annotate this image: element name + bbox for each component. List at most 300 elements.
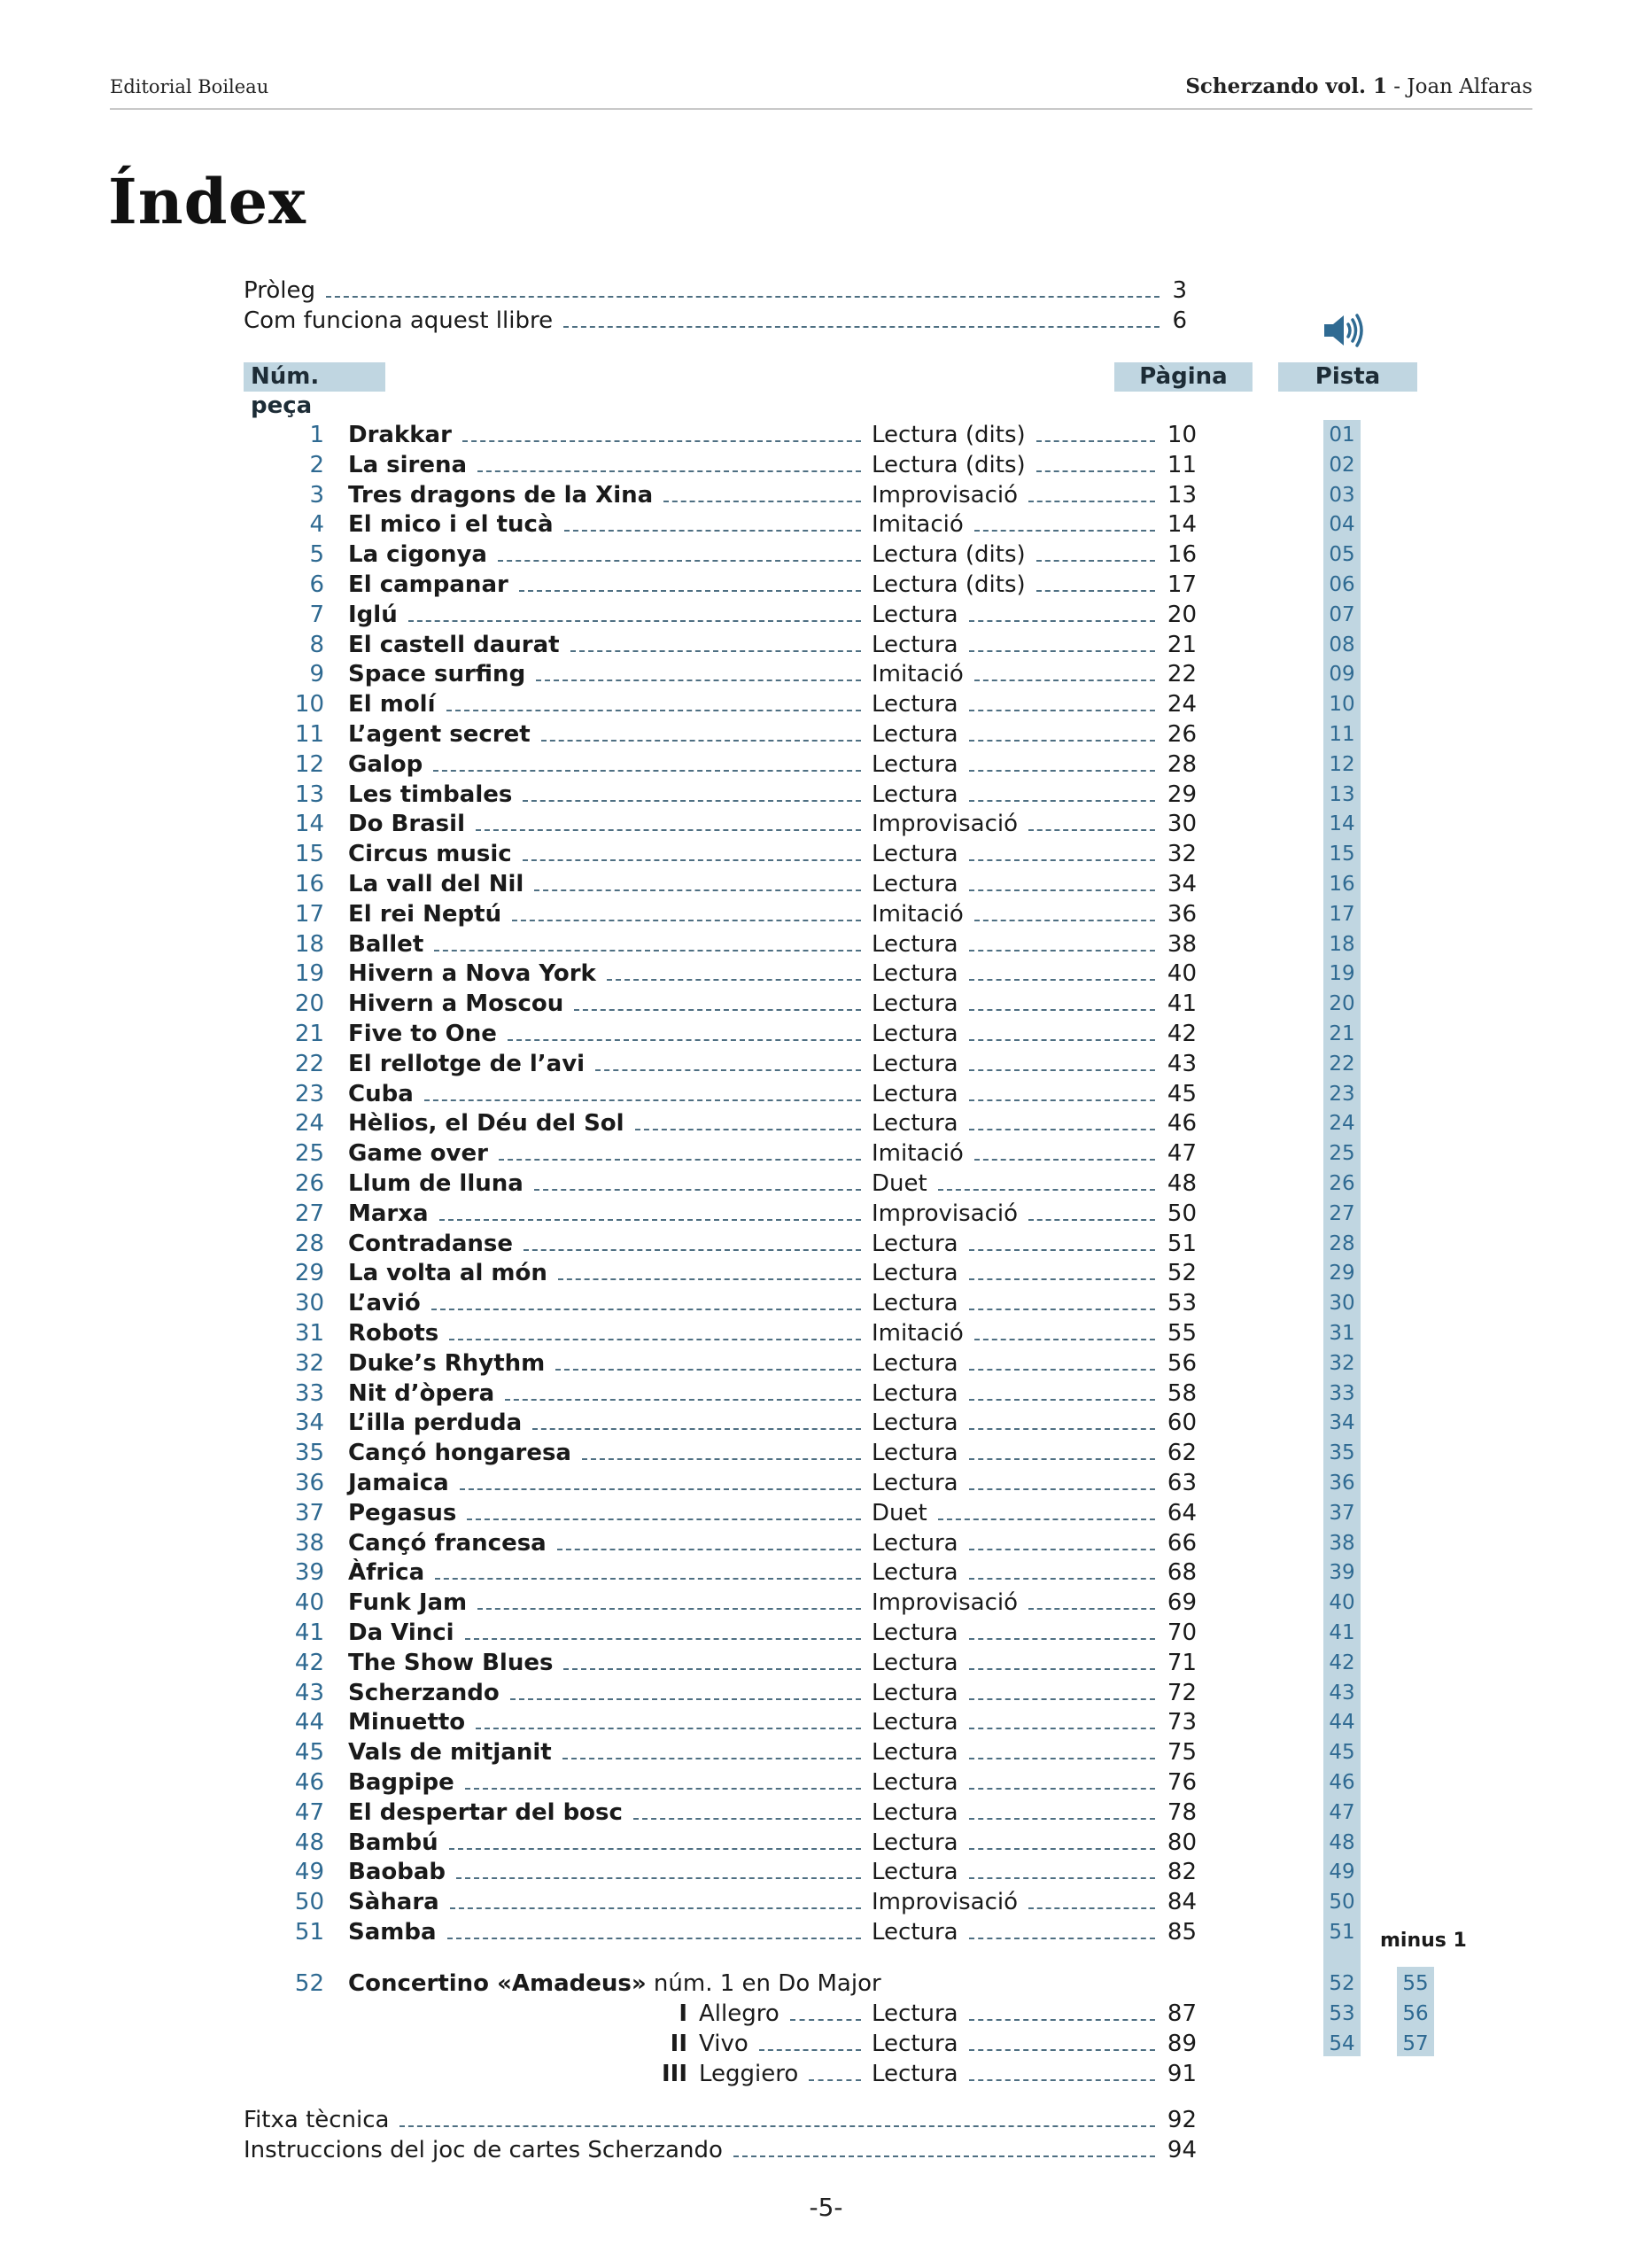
leader-dots [969,1828,1155,1858]
piece-type: Lectura [872,632,958,658]
leader-dots [570,630,861,660]
leader-dots [607,959,861,989]
piece-type: Lectura [872,602,958,628]
leader-dots [477,450,861,480]
piece-type: Lectura [872,1350,958,1377]
piece-type: Improvisació [872,482,1019,509]
piece-page: 60 [1167,1410,1197,1436]
leader-dots [558,1258,861,1288]
piece-type: Lectura [872,691,958,718]
piece-page: 34 [1167,871,1197,897]
piece-page: 40 [1167,960,1197,987]
front-matter-label: Pròleg [244,277,315,304]
movement-numeral: III [661,2061,687,2087]
piece-title: Space surfing [348,661,526,687]
track-number: 23 [1329,1083,1355,1106]
piece-page: 36 [1167,901,1197,928]
piece-type: Lectura [872,871,958,897]
leader-dots [467,1498,861,1528]
leader-dots [564,509,861,540]
piece-type: Lectura [872,1470,958,1496]
piece-page: 45 [1167,1081,1197,1107]
minus-track-number: 55 [1402,1972,1429,1995]
piece-title: Funk Jam [348,1589,468,1616]
piece-type: Lectura (dits) [872,422,1026,448]
movement-name: Vivo [699,2031,748,2057]
piece-title: Drakkar [348,422,452,448]
piece-page: 73 [1167,1709,1197,1736]
piece-number: 2 [309,452,324,478]
track-number: 08 [1329,633,1355,656]
piece-page: 26 [1167,721,1197,748]
leader-dots [523,780,861,810]
piece-page: 68 [1167,1559,1197,1586]
leader-dots [449,1318,861,1348]
leader-dots [974,1318,1155,1348]
movement-numeral: I [679,2000,687,2027]
piece-number: 19 [294,960,324,987]
piece-page: 85 [1167,1919,1197,1946]
track-number: 38 [1329,1532,1355,1555]
track-number: 09 [1329,663,1355,686]
leader-dots [969,1618,1155,1648]
track-number: 22 [1329,1052,1355,1076]
leader-dots [969,2029,1155,2059]
leader-dots [969,1857,1155,1887]
piece-page: 62 [1167,1440,1197,1466]
leader-dots [523,839,861,869]
leader-dots [969,1707,1155,1737]
piece-page: 20 [1167,602,1197,628]
piece-title: L’illa perduda [348,1410,523,1436]
piece-type: Lectura [872,1021,958,1047]
piece-type: Lectura [872,1680,958,1706]
piece-page: 58 [1167,1380,1197,1407]
leader-dots [1028,1887,1155,1917]
piece-page: 22 [1167,661,1197,687]
piece-type: Lectura [872,1619,958,1646]
piece-type: Lectura [872,781,958,808]
leader-dots [541,719,861,750]
leader-dots [969,1438,1155,1468]
leader-dots [969,1917,1155,1947]
leader-dots [456,1857,861,1887]
piece-number: 15 [294,841,324,867]
track-number: 07 [1329,603,1355,626]
piece-title: Minuetto [348,1709,466,1736]
leader-dots [555,1348,861,1379]
piece-page: 13 [1167,482,1197,509]
leader-dots [635,1108,861,1138]
leader-dots [733,2135,1155,2165]
minus-track-number: 57 [1402,2032,1429,2055]
piece-page: 55 [1167,1320,1197,1347]
leader-dots [969,1798,1155,1828]
speaker-icon [1322,313,1367,348]
piece-title: Ballet [348,931,424,958]
leader-dots [938,1498,1155,1528]
leader-dots [595,1049,861,1079]
front-matter-page: 6 [1172,307,1187,334]
piece-number: 32 [294,1350,324,1377]
leader-dots [969,780,1155,810]
leader-dots [974,899,1155,929]
piece-page: 38 [1167,931,1197,958]
piece-title: Scherzando [348,1680,500,1706]
leader-dots [450,1887,861,1917]
concertino-title-name: Concertino «Amadeus» [348,1970,647,1997]
piece-title: Llum de lluna [348,1170,524,1197]
track-number: 15 [1329,843,1355,866]
piece-page: 78 [1167,1799,1197,1826]
track-number: 46 [1329,1771,1355,1794]
piece-number: 23 [294,1081,324,1107]
track-number: 54 [1329,2032,1355,2055]
piece-number: 49 [294,1859,324,1885]
leader-dots [1036,570,1155,600]
piece-title: Galop [348,751,423,778]
piece-number: 47 [294,1799,324,1826]
piece-title: Cançó francesa [348,1530,547,1557]
track-number: 53 [1329,2002,1355,2025]
leader-dots [449,1828,861,1858]
piece-page: 29 [1167,781,1197,808]
track-number: 40 [1329,1591,1355,1614]
piece-title: L’agent secret [348,721,531,748]
piece-title: Duke’s Rhythm [348,1350,546,1377]
piece-title: Samba [348,1919,437,1946]
track-number: 18 [1329,933,1355,956]
movement-type: Lectura [872,2031,958,2057]
piece-number: 38 [294,1530,324,1557]
track-number: 28 [1329,1232,1355,1255]
track-number: 26 [1329,1172,1355,1195]
track-number: 39 [1329,1561,1355,1584]
piece-type: Duet [872,1500,927,1526]
piece-number: 31 [294,1320,324,1347]
leader-dots [969,750,1155,780]
piece-type: Lectura [872,1530,958,1557]
piece-page: 17 [1167,571,1197,598]
piece-title: Pegasus [348,1500,457,1526]
piece-page: 46 [1167,1110,1197,1137]
leader-dots [435,1557,861,1588]
track-number: 30 [1329,1292,1355,1315]
piece-type: Lectura [872,1559,958,1586]
piece-page: 21 [1167,632,1197,658]
piece-title: Jamaica [348,1470,449,1496]
leader-dots [969,1079,1155,1109]
track-number: 29 [1329,1262,1355,1285]
leader-dots [447,1917,861,1947]
back-matter-label: Instruccions del joc de cartes Scherzando [244,2137,723,2163]
piece-type: Lectura [872,1859,958,1885]
piece-title: Iglú [348,602,398,628]
leader-dots [974,1138,1155,1169]
track-number: 34 [1329,1411,1355,1434]
piece-number: 8 [309,632,324,658]
header-rule [110,108,1532,110]
leader-dots [536,659,861,689]
piece-type: Lectura [872,841,958,867]
piece-title: Game over [348,1140,488,1167]
piece-title: Cançó hongaresa [348,1440,571,1466]
piece-page: 56 [1167,1350,1197,1377]
piece-title: Àfrica [348,1559,425,1586]
piece-title: El despertar del bosc [348,1799,623,1826]
piece-type: Lectura [872,1110,958,1137]
leader-dots [969,1288,1155,1318]
leader-dots [399,2105,1155,2135]
piece-number: 44 [294,1709,324,1736]
piece-page: 72 [1167,1680,1197,1706]
track-number: 45 [1329,1741,1355,1764]
leader-dots [969,839,1155,869]
track-number: 01 [1329,423,1355,447]
leader-dots [809,2059,861,2089]
piece-page: 43 [1167,1051,1197,1077]
track-number: 27 [1329,1202,1355,1225]
piece-type: Improvisació [872,1589,1019,1616]
leader-dots [1028,809,1155,839]
leader-dots [519,570,861,600]
leader-dots [969,1049,1155,1079]
piece-page: 84 [1167,1889,1197,1915]
piece-title: El castell daurat [348,632,560,658]
piece-number: 33 [294,1380,324,1407]
leader-dots [663,480,861,510]
piece-title: La vall del Nil [348,871,524,897]
piece-number: 11 [294,721,324,748]
piece-number: 4 [309,511,324,538]
piece-number: 10 [294,691,324,718]
piece-type: Imitació [872,1140,964,1167]
leader-dots [524,1229,861,1259]
track-number: 43 [1329,1682,1355,1705]
piece-page: 63 [1167,1470,1197,1496]
piece-number: 12 [294,751,324,778]
piece-title: Baobab [348,1859,446,1885]
leader-dots [790,1999,861,2029]
piece-type: Lectura [872,1709,958,1736]
track-number: 06 [1329,573,1355,596]
leader-dots [465,1767,861,1798]
piece-type: Lectura (dits) [872,541,1026,568]
piece-page: 51 [1167,1231,1197,1257]
piece-number: 39 [294,1559,324,1586]
piece-type: Lectura (dits) [872,571,1026,598]
leader-dots [512,899,861,929]
track-number: 02 [1329,454,1355,477]
piece-page: 75 [1167,1739,1197,1766]
leader-dots [562,1737,861,1767]
piece-number: 52 [294,1970,324,1997]
front-matter-label: Com funciona aquest llibre [244,307,554,334]
track-number: 13 [1329,783,1355,806]
leader-dots [424,1079,861,1109]
movement-type: Lectura [872,2061,958,2087]
track-number: 44 [1329,1711,1355,1734]
piece-page: 28 [1167,751,1197,778]
piece-type: Lectura [872,1650,958,1676]
track-number: 03 [1329,484,1355,507]
track-number: 12 [1329,753,1355,776]
piece-type: Lectura [872,1081,958,1107]
piece-type: Imitació [872,661,964,687]
leader-dots [1036,450,1155,480]
header-separator: - [1386,75,1408,98]
track-number: 21 [1329,1022,1355,1045]
concertino-title [348,1969,881,1999]
piece-number: 35 [294,1440,324,1466]
piece-title: El campanar [348,571,508,598]
leader-dots [969,1408,1155,1438]
movement-page: 91 [1167,2061,1197,2087]
piece-title: Sàhara [348,1889,439,1915]
piece-type: Lectura [872,1231,958,1257]
track-number: 14 [1329,812,1355,835]
leader-dots [534,869,861,899]
leader-dots [1036,420,1155,450]
piece-title: Vals de mitjanit [348,1739,552,1766]
leader-dots [1028,1588,1155,1618]
back-matter-label: Fitxa tècnica [244,2107,390,2133]
front-matter-page: 3 [1172,277,1187,304]
leader-dots [532,1408,861,1438]
track-number: 17 [1329,903,1355,926]
piece-title: La cigonya [348,541,487,568]
leader-dots [326,276,1160,306]
piece-title: The Show Blues [348,1650,554,1676]
piece-title: Hivern a Nova York [348,960,596,987]
piece-page: 66 [1167,1530,1197,1557]
track-number: 36 [1329,1472,1355,1495]
movement-name: Allegro [699,2000,779,2027]
piece-number: 18 [294,931,324,958]
leader-dots [969,1019,1155,1049]
leader-dots [969,719,1155,750]
leader-dots [476,809,861,839]
piece-title: Cuba [348,1081,414,1107]
leader-dots [557,1528,861,1558]
movement-page: 89 [1167,2031,1197,2057]
leader-dots [508,1019,861,1049]
piece-page: 64 [1167,1500,1197,1526]
piece-title: El rellotge de l’avi [348,1051,586,1077]
leader-dots [969,1468,1155,1498]
piece-number: 45 [294,1739,324,1766]
piece-page: 42 [1167,1021,1197,1047]
piece-number: 29 [294,1260,324,1286]
piece-title: El molí [348,691,436,718]
leader-dots [477,1588,861,1618]
piece-type: Lectura [872,1260,958,1286]
piece-number: 5 [309,541,324,568]
track-number: 48 [1329,1831,1355,1854]
piece-number: 30 [294,1290,324,1317]
piece-type: Lectura [872,1769,958,1796]
movement-page: 87 [1167,2000,1197,2027]
piece-page: 10 [1167,422,1197,448]
piece-title: Hèlios, el Déu del Sol [348,1110,624,1137]
piece-type: Lectura [872,1410,958,1436]
piece-type: Lectura (dits) [872,452,1026,478]
publisher: Editorial Boileau [110,76,269,97]
leader-dots [633,1798,861,1828]
piece-title: Tres dragons de la Xina [348,482,654,509]
piece-number: 17 [294,901,324,928]
movement-type: Lectura [872,2000,958,2027]
piece-page: 50 [1167,1200,1197,1227]
piece-page: 82 [1167,1859,1197,1885]
leader-dots [969,929,1155,959]
piece-title: Robots [348,1320,439,1347]
leader-dots [969,1767,1155,1798]
leader-dots [465,1618,861,1648]
track-number: 33 [1329,1382,1355,1405]
track-number: 52 [1329,1972,1355,1995]
leader-dots [1028,1199,1155,1229]
track-number: 11 [1329,723,1355,746]
track-number: 32 [1329,1352,1355,1375]
piece-title: La sirena [348,452,468,478]
piece-page: 24 [1167,691,1197,718]
piece-page: 47 [1167,1140,1197,1167]
leader-dots [563,1648,861,1678]
piece-type: Imitació [872,1320,964,1347]
leader-dots [476,1707,861,1737]
leader-dots [534,1169,861,1199]
piece-type: Duet [872,1170,927,1197]
piece-number: 51 [294,1919,324,1946]
piece-page: 80 [1167,1829,1197,1856]
piece-type: Lectura [872,1440,958,1466]
piece-title: Da Vinci [348,1619,454,1646]
col-header-page: Pàgina [1114,362,1253,392]
leader-dots [439,1199,861,1229]
movement-numeral: II [670,2031,687,2057]
leader-dots [498,540,861,570]
track-number: 19 [1329,962,1355,985]
track-number: 42 [1329,1651,1355,1674]
leader-dots [460,1468,861,1498]
col-header-track: Pista [1278,362,1417,392]
piece-number: 41 [294,1619,324,1646]
piece-number: 1 [309,422,324,448]
piece-title: La volta al món [348,1260,547,1286]
piece-number: 28 [294,1231,324,1257]
piece-type: Lectura [872,1051,958,1077]
piece-title: Marxa [348,1200,429,1227]
leader-dots [974,509,1155,540]
leader-dots [974,659,1155,689]
piece-page: 69 [1167,1589,1197,1616]
piece-number: 40 [294,1589,324,1616]
leader-dots [446,689,861,719]
piece-page: 70 [1167,1619,1197,1646]
piece-number: 26 [294,1170,324,1197]
track-number: 20 [1329,992,1355,1015]
track-number: 25 [1329,1142,1355,1165]
col-header-num: Núm. peça [244,362,385,392]
track-number: 04 [1329,513,1355,536]
leader-dots [969,630,1155,660]
leader-dots [510,1678,861,1708]
leader-dots [431,1288,861,1318]
leader-dots [408,600,861,630]
piece-number: 50 [294,1889,324,1915]
piece-page: 16 [1167,541,1197,568]
